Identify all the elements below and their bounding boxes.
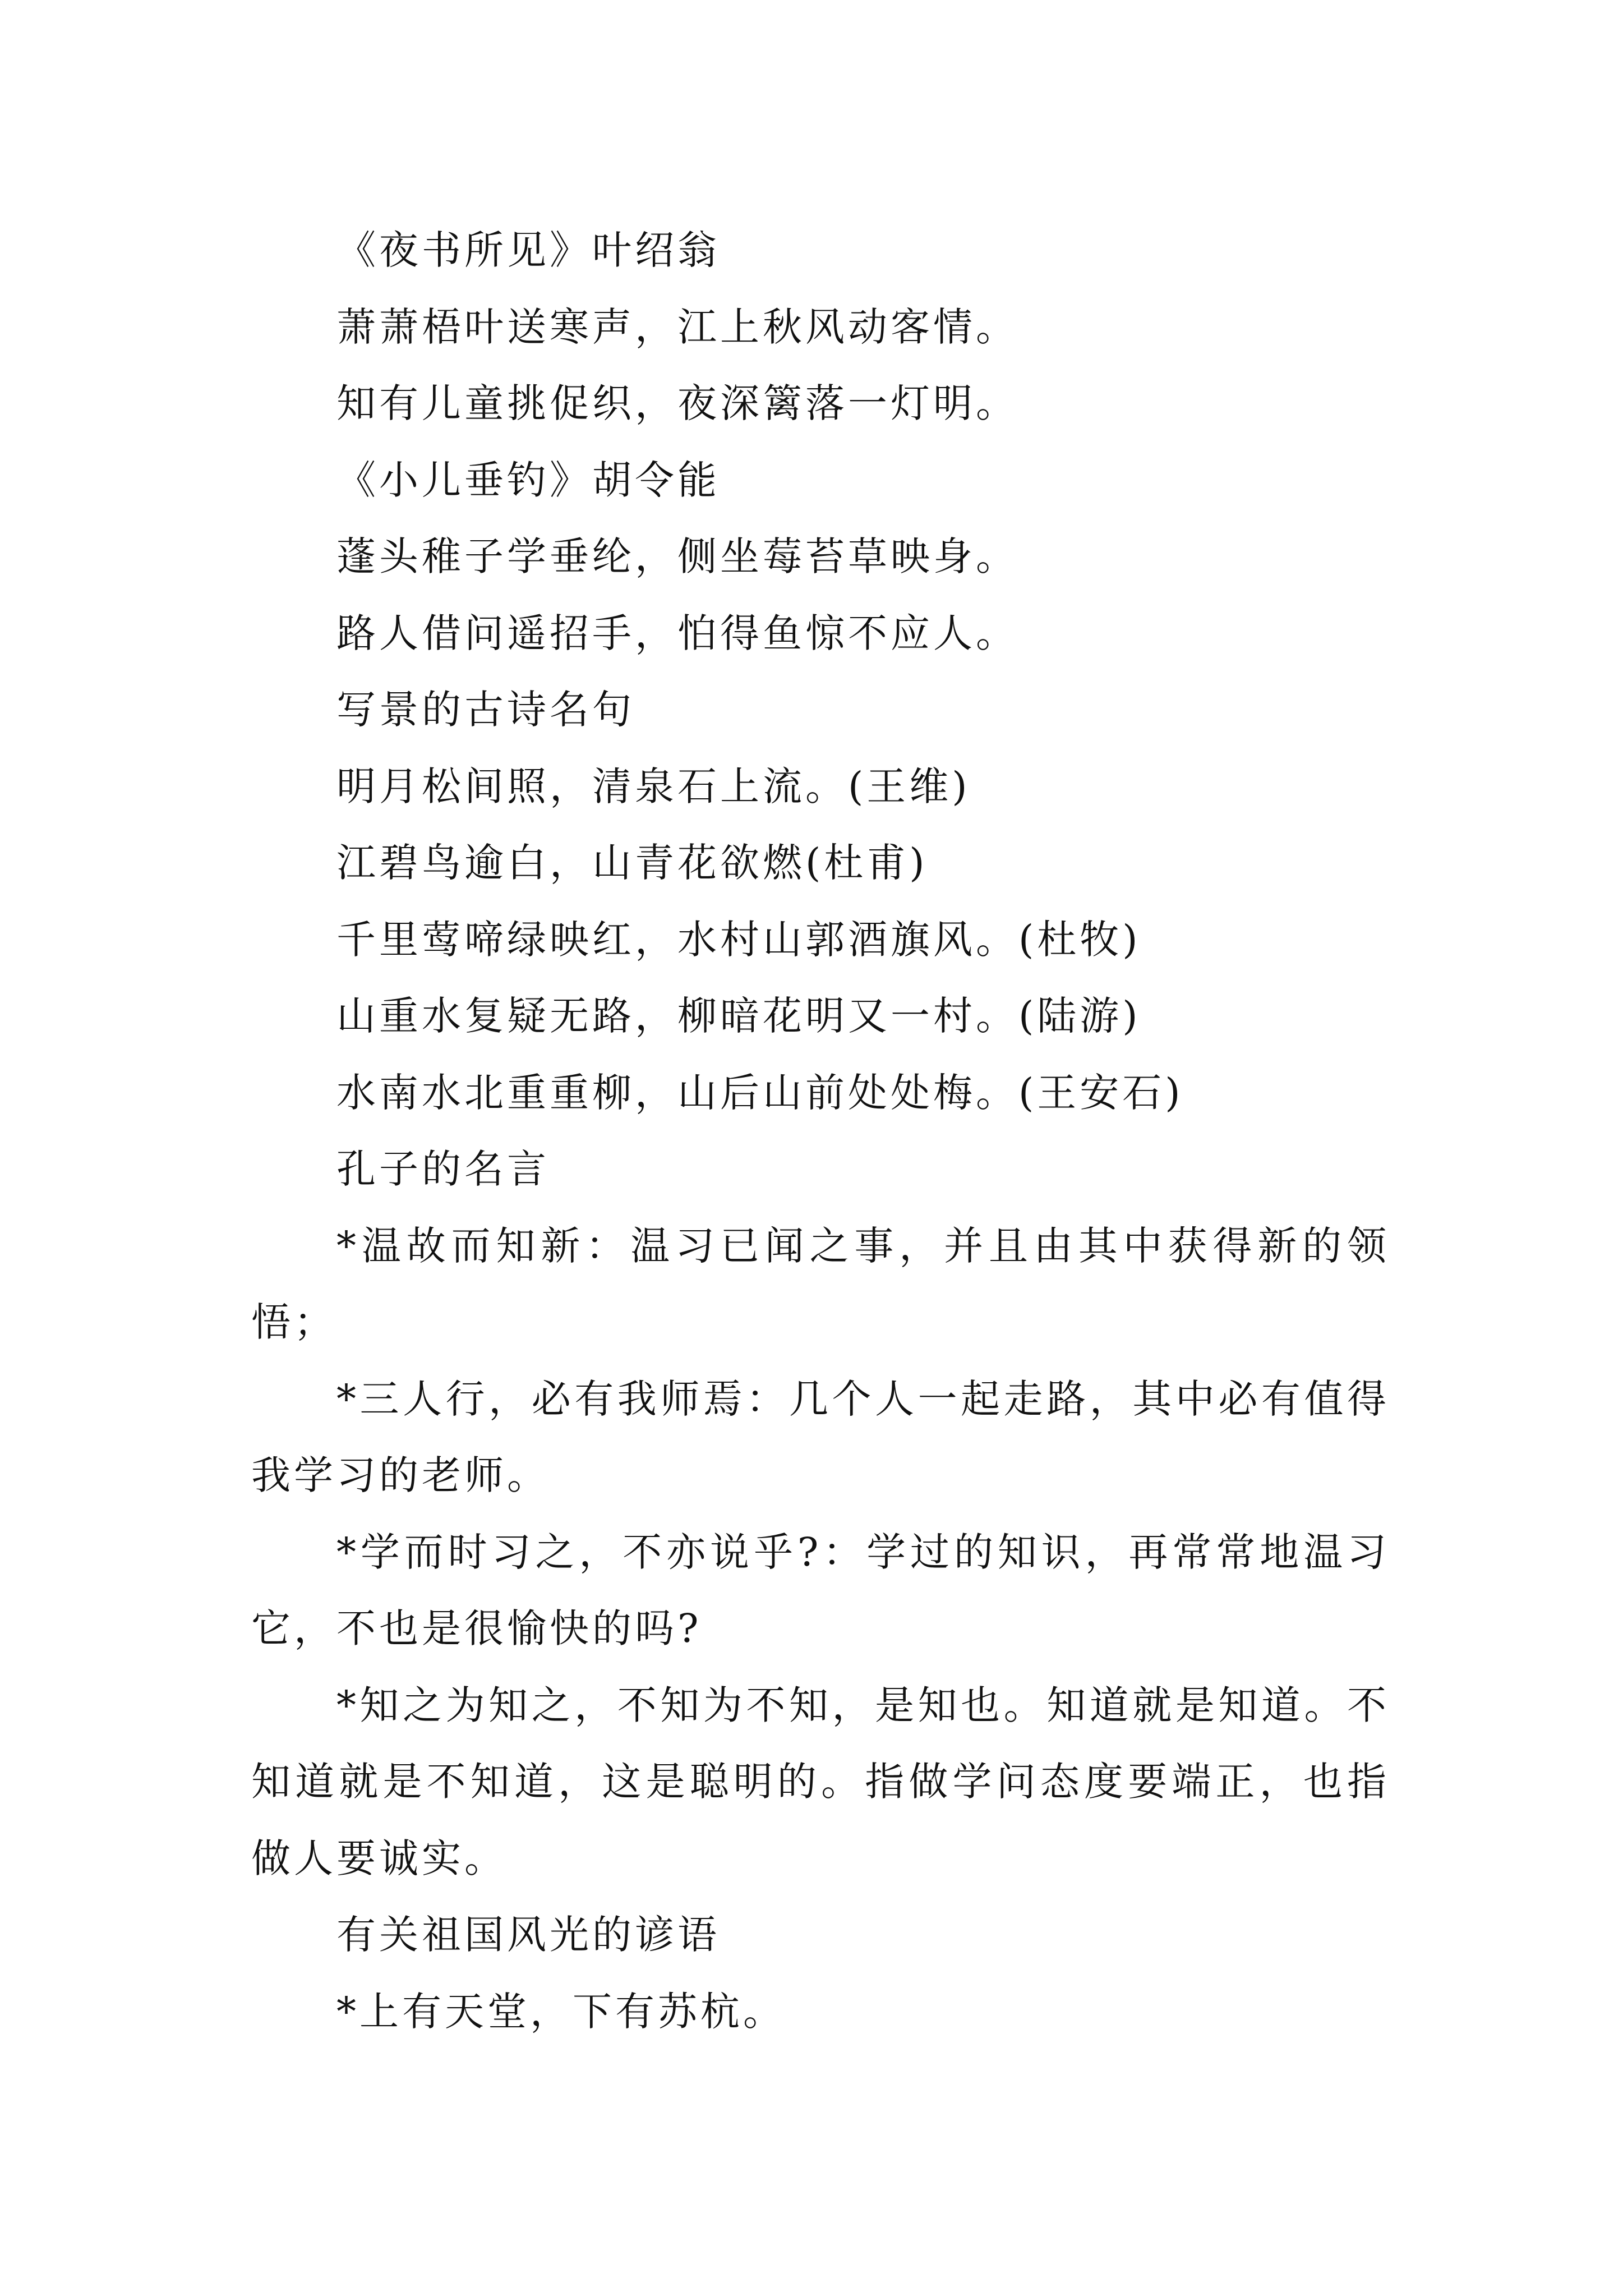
quote-line: 水南水北重重柳，山后山前处处梅。(王安石) bbox=[336, 1069, 1184, 1116]
saying-paragraph: *温故而知新：温习已闻之事，并且由其中获得新的领悟； bbox=[251, 1222, 1390, 1345]
poem-line: 路人借问遥招手，怕得鱼惊不应人。 bbox=[336, 610, 1018, 656]
poem-title: 《小儿垂钓》胡令能 bbox=[336, 457, 720, 503]
saying-paragraph: *学而时习之，不亦说乎?：学过的知识，再常常地温习它，不也是很愉快的吗? bbox=[251, 1529, 1390, 1651]
poem-line: 萧萧梧叶送寒声，江上秋风动客情。 bbox=[336, 303, 1018, 350]
poem-title: 《夜书所见》叶绍翁 bbox=[336, 227, 720, 273]
proverb-line: *上有天堂，下有苏杭。 bbox=[336, 1988, 786, 2035]
document-body bbox=[251, 212, 1390, 2050]
quote-line: 山重水复疑无路，柳暗花明又一村。(陆游) bbox=[336, 993, 1141, 1039]
section-heading: 孔子的名言 bbox=[336, 1146, 550, 1192]
saying-paragraph: *三人行，必有我师焉：几个人一起走路，其中必有值得我学习的老师。 bbox=[251, 1375, 1390, 1498]
quote-line: 千里莺啼绿映红，水村山郭酒旗风。(杜牧) bbox=[336, 916, 1141, 963]
poem-line: 知有儿童挑促织，夜深篱落一灯明。 bbox=[336, 380, 1018, 426]
section-heading: 写景的古诗名句 bbox=[336, 687, 635, 733]
quote-line: 江碧鸟逾白，山青花欲燃(杜甫) bbox=[336, 840, 928, 886]
saying-paragraph: *知之为知之，不知为不知，是知也。知道就是知道。不知道就是不知道，这是聪明的。指做学问态度要端正，也指做人要诚实。 bbox=[251, 1682, 1390, 1881]
poem-line: 蓬头稚子学垂纶，侧坐莓苔草映身。 bbox=[336, 533, 1018, 579]
quote-line: 明月松间照，清泉石上流。(王维) bbox=[336, 763, 971, 809]
section-heading: 有关祖国风光的谚语 bbox=[336, 1912, 720, 1958]
